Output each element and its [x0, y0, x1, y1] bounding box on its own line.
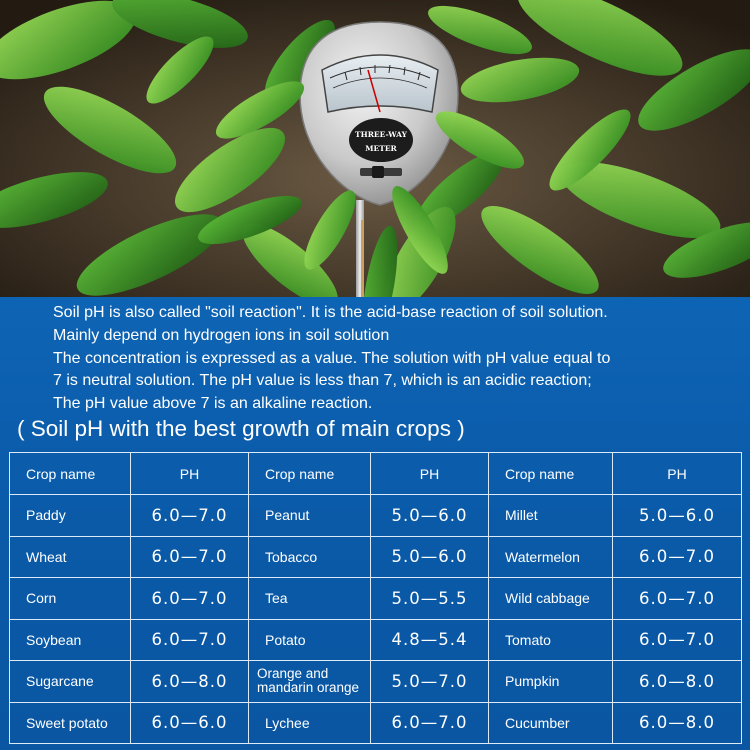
header-ph-3: PH — [613, 453, 742, 495]
intro-line-1: Soil pH is also called "soil reaction". It is the acid-base reaction of soil solution. — [53, 304, 608, 321]
crop-name-cell: Soybean — [10, 619, 131, 661]
ph-value-cell: 5.0—6.0 — [613, 495, 742, 537]
ph-value-cell: 6.0—8.0 — [613, 702, 742, 744]
ph-value-cell: 6.0—7.0 — [131, 619, 249, 661]
ph-value-cell: 6.0—7.0 — [131, 495, 249, 537]
ph-value-cell: 6.0—7.0 — [131, 578, 249, 620]
ph-value-cell: 6.0—7.0 — [613, 578, 742, 620]
ph-value-cell: 6.0—8.0 — [613, 661, 742, 703]
crop-name-cell: Millet — [489, 495, 613, 537]
header-crop-name-2: Crop name — [249, 453, 371, 495]
meter-face-top-text: THREE-WAY — [355, 130, 407, 139]
ph-value-cell: 5.0—6.0 — [371, 495, 489, 537]
crop-name-cell: Peanut — [249, 495, 371, 537]
crop-name-cell: Tea — [249, 578, 371, 620]
product-photo — [0, 0, 750, 297]
intro-line-4: 7 is neutral solution. The pH value is less than 7, which is an acidic reaction; — [53, 372, 592, 390]
crop-name-cell: Wild cabbage — [489, 578, 613, 620]
header-ph-1: PH — [131, 453, 249, 495]
header-crop-name-3: Crop name — [489, 453, 613, 495]
table-row — [10, 578, 742, 620]
intro-line-2: Mainly depend on hydrogen ions in soil solution — [53, 326, 390, 344]
crop-name-cell: Watermelon — [489, 536, 613, 578]
crop-name-cell: Wheat — [10, 536, 131, 578]
crop-name-cell: Corn — [10, 578, 131, 620]
crop-name-cell: Sweet potato — [10, 702, 131, 744]
ph-value-cell: 6.0—7.0 — [371, 702, 489, 744]
intro-text — [53, 302, 733, 416]
ph-value-cell: 6.0—7.0 — [613, 619, 742, 661]
table-row — [10, 661, 742, 703]
ph-value-cell: 5.0—5.5 — [371, 578, 489, 620]
header-crop-name-1: Crop name — [10, 453, 131, 495]
table-row — [10, 702, 742, 744]
table-row — [10, 495, 742, 537]
crop-name-cell: Lychee — [249, 702, 371, 744]
ph-value-cell: 5.0—7.0 — [371, 661, 489, 703]
intro-line-5: The pH value above 7 is an alkaline reaction. — [53, 395, 373, 413]
table-title: ( Soil pH with the best growth of main crops ) — [17, 416, 465, 441]
crop-name-cell: Potato — [249, 619, 371, 661]
ph-value-cell: 5.0—6.0 — [371, 536, 489, 578]
header-ph-2: PH — [371, 453, 489, 495]
table-row — [10, 619, 742, 661]
ph-value-cell: 6.0—7.0 — [613, 536, 742, 578]
ph-value-cell: 4.8—5.4 — [371, 619, 489, 661]
crop-name-cell: Cucumber — [489, 702, 613, 744]
crop-name-cell: Tomato — [489, 619, 613, 661]
plants-and-meter-illustration — [0, 0, 750, 297]
ph-value-cell: 6.0—8.0 — [131, 661, 249, 703]
ph-value-cell: 6.0—6.0 — [131, 702, 249, 744]
crop-name-cell: Tobacco — [249, 536, 371, 578]
crop-name-cell: Pumpkin — [489, 661, 613, 703]
meter-face-bottom-text: METER — [365, 144, 397, 153]
table-row — [10, 536, 742, 578]
ph-value-cell: 6.0—7.0 — [131, 536, 249, 578]
crop-name-cell: Sugarcane — [10, 661, 131, 703]
crop-ph-table — [9, 452, 742, 744]
intro-line-3: The concentration is expressed as a value. The solution with pH value equal to — [53, 349, 611, 367]
table-header-row — [10, 453, 742, 495]
crop-name-cell: Paddy — [10, 495, 131, 537]
crop-name-cell: Orange and mandarin orange — [249, 661, 371, 703]
